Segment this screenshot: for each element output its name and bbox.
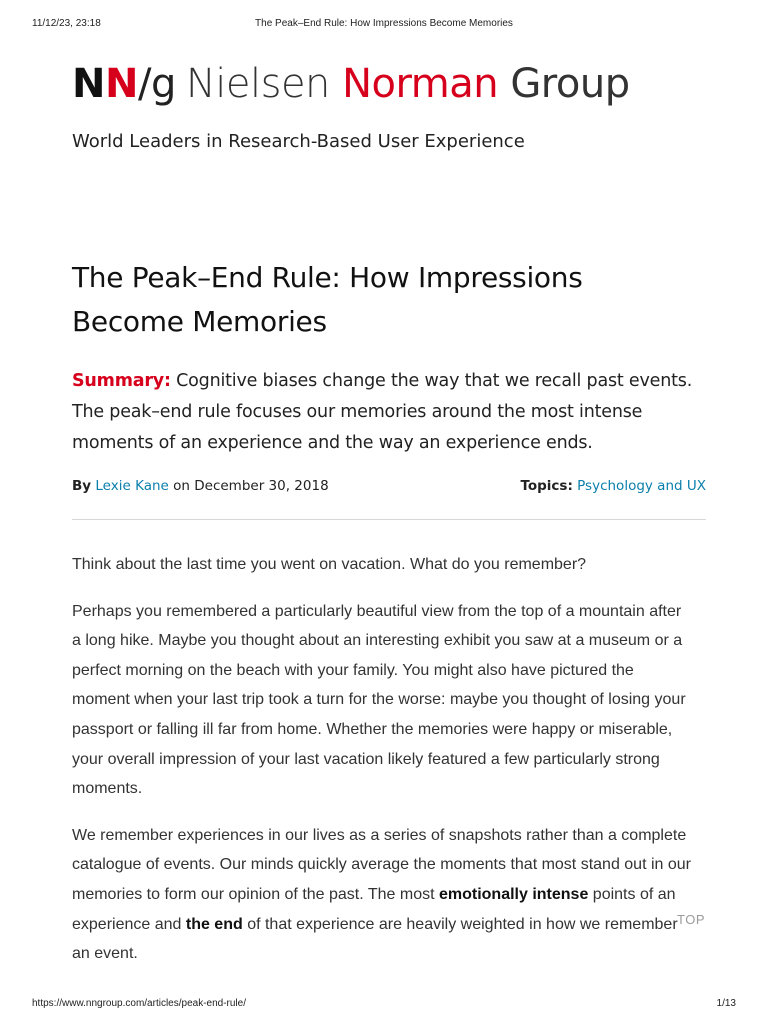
- logo-mark-n2: N: [104, 61, 138, 107]
- summary-text: Cognitive biases change the way that we recall past events. The peak–end rule focuses our memories around the most intense moments of an experience and the way an experience ends.: [72, 371, 693, 453]
- paragraph-3-text-c: points of an experience and: [72, 885, 676, 933]
- print-footer: [32, 998, 736, 1012]
- print-header: [32, 18, 736, 32]
- byline: [72, 478, 706, 498]
- paragraph-1: Think about the last time you went on vacation. What do you remember?: [72, 556, 587, 573]
- by-label: By: [72, 478, 92, 494]
- print-page-number: 1/13: [716, 998, 736, 1009]
- logo-mark-slash: /: [137, 61, 151, 107]
- byline-author-date: [72, 478, 329, 494]
- article-title: The Peak–End Rule: How Impressions Become Memories: [72, 261, 583, 338]
- logo-mark-g: g: [150, 61, 176, 107]
- author-link[interactable]: Lexie Kane: [95, 478, 169, 494]
- topics-label: Topics:: [520, 478, 573, 494]
- paragraph-3-text-e: of that experience are heavily weighted in how we remember an event.: [72, 915, 678, 963]
- logo-word-nielsen: Nielsen: [185, 61, 330, 107]
- logo-word-norman: Norman: [342, 61, 499, 107]
- paragraph-2: Perhaps you remembered a particularly beautiful view from the top of a mountain after a long hike. Maybe you thought about an interesting exhibit you saw at a museum or a perfect morning on the beach with your family. You might also have pictured the moment when your last trip took a turn for the worse: maybe you thought of losing your passport or falling ill far from home. Whether the memories were happy or miserable, your overall impression of your last vacation likely featured a few particularly strong moments.: [72, 602, 686, 798]
- emphasis-emotionally-intense: emotionally intense: [438, 885, 589, 903]
- byline-topics: [520, 478, 706, 494]
- print-url: https://www.nngroup.com/articles/peak-end-rule/: [32, 998, 246, 1009]
- logo-word-group: Group: [510, 61, 630, 107]
- logo-mark-n1: N: [72, 61, 105, 107]
- paragraph-3-text-a: We remember experiences in our lives as a series of snapshots rather than a complete catalogue of events. Our minds quickly average the moments that most stand out in our memories to form our opinion of the past. The most: [72, 826, 691, 903]
- publish-date: on December 30, 2018: [173, 478, 329, 494]
- back-to-top-link[interactable]: TOP: [677, 912, 705, 927]
- print-datetime: 11/12/23, 23:18: [32, 18, 101, 29]
- summary-label: Summary:: [72, 371, 171, 391]
- topic-link-psychology-and-ux[interactable]: Psychology and UX: [577, 478, 706, 494]
- section-divider: [72, 519, 706, 520]
- article-summary: [72, 366, 712, 459]
- tagline: World Leaders in Research-Based User Experience: [72, 131, 525, 152]
- emphasis-the-end: the end: [185, 915, 243, 933]
- print-page-title: The Peak–End Rule: How Impressions Become Memories: [255, 18, 513, 29]
- article-body: [72, 550, 692, 986]
- nng-logo[interactable]: [72, 60, 630, 108]
- paragraph-3: [72, 821, 692, 969]
